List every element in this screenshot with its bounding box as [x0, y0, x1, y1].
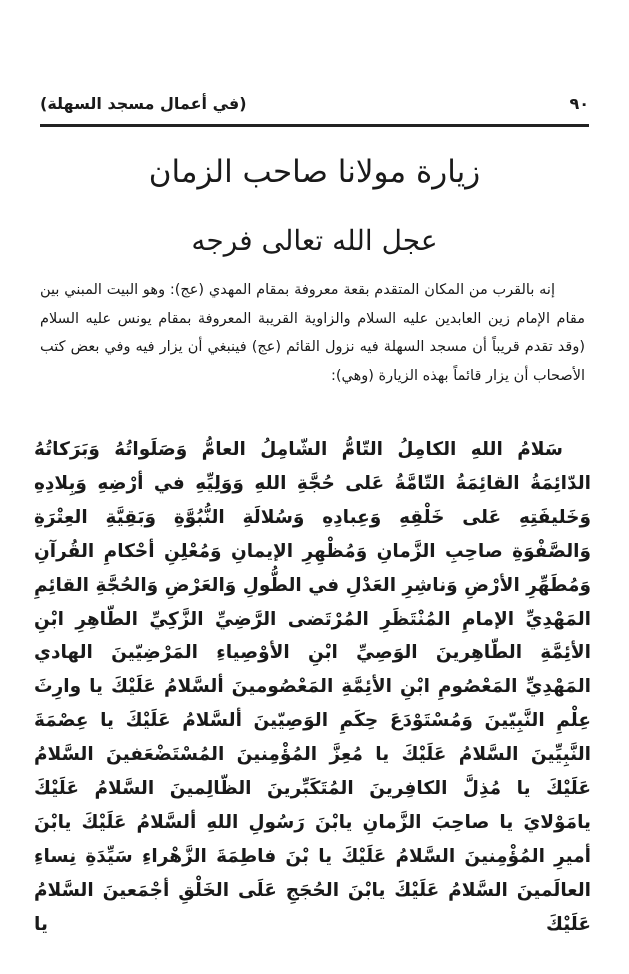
- section-title: (في أعمال مسجد السهلة): [40, 93, 247, 113]
- page-subtitle: عجل الله تعالى فرجه: [191, 224, 438, 257]
- page-title: زيارة مولانا صاحب الزمان: [148, 154, 481, 190]
- ziyara-text: سَلامُ اللهِ الكامِلُ التّامُّ الشّامِلُ العامُّ وَصَلَواتُهُ وَبَرَكاتُهُ الدّائِمَةُ القائِمَةُ التّامَّةُ عَلى حُجَّةِ اللهِ وَوَلِيِّهِ في أرْضِهِ وَبِلادِهِ وَخَليفَتِهِ عَلى خَلْقِهِ وَعِبادِهِ وَسُلالَةِ النُّبُوَّةِ وَبَقِيَّةِ العِتْرَةِ وَالصَّفْوَةِ صاحِبِ الزَّمانِ وَمُظْهِرِ الإيمانِ وَمُعْلِنِ أحْكامِ القُرآنِ وَمُطَهِّرِ الأرْضِ وَناشِرِ العَدْلِ في الطُّولِ وَالعَرْضِ وَالحُجَّةِ القائِمِ المَهْدِيِّ الإمامِ المُنْتَظَرِ المُرْتَضى الرَّضِيِّ الزَّكِيِّ الطّاهِرِ ابْنِ الأئِمَّةِ الطّاهِرينَ الوَصِيِّ ابْنِ الأوْصِياءِ المَرْضِيّينَ الهادي المَهْدِيِّ المَعْصُومِ ابْنِ الأئِمَّةِ المَعْصُومينَ ألسَّلامُ عَلَيْكَ يا وارِثَ عِلْمِ النَّبِيّينَ وَمُسْتَوْدَعَ حِكَمِ الوَصِيّينَ ألسَّلامُ عَلَيْكَ يا عِصْمَةَ النَّبِيِّينَ السَّلامُ عَلَيْكَ يا مُعِزَّ المُؤْمِنينَ المُسْتَضْعَفينَ السَّلامُ عَلَيْكَ يا مُذِلَّ الكافِرينَ المُتَكَبِّرينَ الظّالِمينَ السَّلامُ عَلَيْكَ يامَوْلايَ يا صاحِبَ الزَّمانِ يابْنَ رَسُولِ اللهِ ألسَّلامُ عَلَيْكَ يابْنَ أميرِ المُؤْمِنينَ السَّلامُ عَلَيْكَ يا بْنَ فاطِمَةَ الزَّهْراءِ سَيِّدَةِ نِساءِ العالَمينَ السَّلامُ عَلَيْكَ يابْنَ الحُجَجِ عَلَى الخَلْقِ أجْمَعينَ السَّلامُ عَلَيْكَ يا: [34, 439, 591, 935]
- intro-paragraph: [40, 276, 585, 390]
- running-header: [40, 88, 589, 118]
- intro-text: إنه بالقرب من المكان المتقدم بقعة معروفة بمقام المهدي (عج): وهو البيت المبني بين مقام الإمام زين العابدين عليه السلام والزاوية القريبة المعروفة بمقام يونس عليه السلام (وقد تقدم قريباً أن مسجد السهلة فيه نزول القائم (عج) فينبغي أن يزار فيه وفي بعض كتب الأصحاب أن يزار قائماً بهذه الزيارة (وهي):: [40, 282, 585, 384]
- header-rule: [40, 124, 589, 127]
- ziyara-text-block: [34, 433, 591, 942]
- page-number: ٩٠: [569, 93, 589, 113]
